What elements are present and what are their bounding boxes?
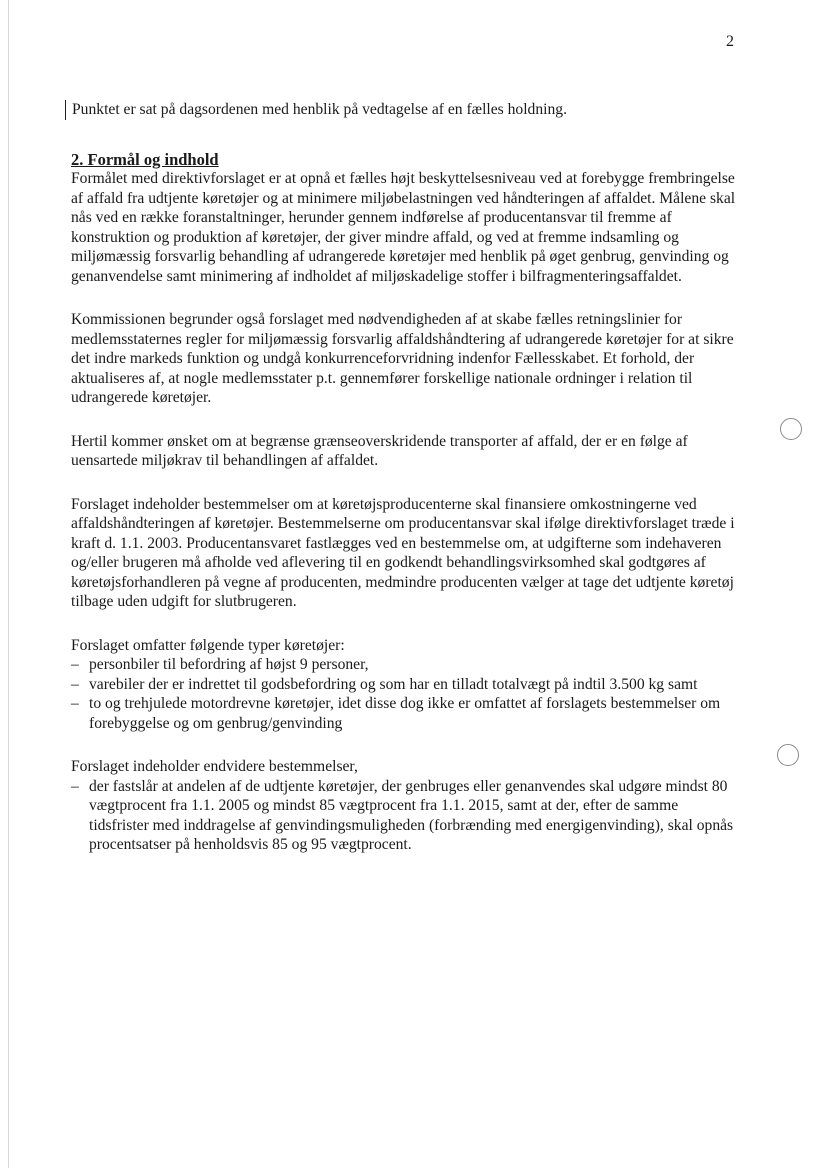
- document-body: [71, 100, 741, 879]
- punch-hole-icon: [777, 744, 799, 766]
- intro-paragraph: Punktet er sat på dagsordenen med henblik på vedtagelse af en fælles holdning.: [65, 100, 741, 120]
- list-item: – personbiler til befordring af højst 9 personer,: [71, 655, 741, 675]
- scan-edge: [8, 0, 9, 1168]
- list-item: – varebiler der er indrettet til godsbefordring og som har en tilladt totalvægt på indtil 3.500 kg samt: [71, 675, 741, 695]
- page-number: 2: [726, 33, 734, 50]
- vehicle-types-list: [71, 655, 741, 733]
- section-heading: 2. Formål og indhold: [71, 149, 219, 169]
- provisions-list: [71, 777, 741, 855]
- punch-hole-icon: [780, 418, 802, 440]
- provisions-intro: Forslaget indeholder endvidere bestemmelser,: [71, 758, 358, 775]
- list-item: – to og trehjulede motordrevne køretøjer, idet disse dog ikke er omfattet af forslagets bestemmelser om forebyggelse og om genbrug/genvinding: [71, 694, 741, 733]
- list-item: – der fastslår at andelen af de udtjente køretøjer, der genbruges eller genanvendes skal udgøre mindst 80 vægtprocent fra 1.1. 2005 og mindst 85 vægtprocent fra 1.1. 2015, samt at der, efter de samme tidsfrister med inddragelse af genvindingsmuligheden (forbrænding med energigenvinding), skal opnås procentsatser på henholdsvis 85 og 95 vægtprocent.: [71, 777, 741, 855]
- purpose-paragraph: Formålet med direktivforslaget er at opnå et fælles højt beskyttelsesniveau ved at forebygge frembringelse af affald fra udtjente køretøjer og at minimere miljøbelastningen ved håndteringen af affaldet. Målene skal nås ved en række foranstaltninger, herunder gennem indførelse af producentansvar til fremme af konstruktion og produktion af køretøjer, der giver mindre affald, og ved at fremme indsamling og miljømæssig forsvarlig behandling af udrangerede køretøjer med henblik på øget genbrug, genvinding og genanvendelse samt minimering af indholdet af miljøskadelige stoffer i bilfragmenteringsaffaldet.: [71, 170, 736, 285]
- producer-responsibility-paragraph: Forslaget indeholder bestemmelser om at køretøjsproducenterne skal finansiere omkostningerne ved affaldshåndteringen af køretøjer. Bestemmelserne om producentansvar skal ifølge direktivforslaget træde i kraft d. 1.1. 2003. Producentansvaret fastlægges ved en bestemmelse om, at udgifterne som indehaveren og/eller brugeren må afholde ved aflevering til en godkendt behandlingsvirksomhed skal godtgøres af køretøjsforhandleren på vegne af producenten, medmindre producenten vælger at tage det udtjente køretøj tilbage uden udgift for slutbrugeren.: [71, 495, 735, 610]
- commission-paragraph: Kommissionen begrunder også forslaget med nødvendigheden af at skabe fælles retningslinier for medlemsstaternes regler for miljømæssig forsvarlig affaldshåndtering af udrangerede køretøjer for at sikre det indre markeds funktion og undgå konkurrenceforvridning indenfor Fællesskabet. Et forhold, der aktualiseres af, at nogle medlemsstater p.t. gennemfører forskellige nationale ordninger i relation til udrangerede køretøjer.: [71, 311, 734, 406]
- transport-paragraph: Hertil kommer ønsket om at begrænse grænseoverskridende transporter af affald, der er en følge af uensartede miljøkrav til behandlingen af affaldet.: [71, 432, 688, 469]
- vehicle-types-intro: Forslaget omfatter følgende typer køretøjer:: [71, 636, 345, 654]
